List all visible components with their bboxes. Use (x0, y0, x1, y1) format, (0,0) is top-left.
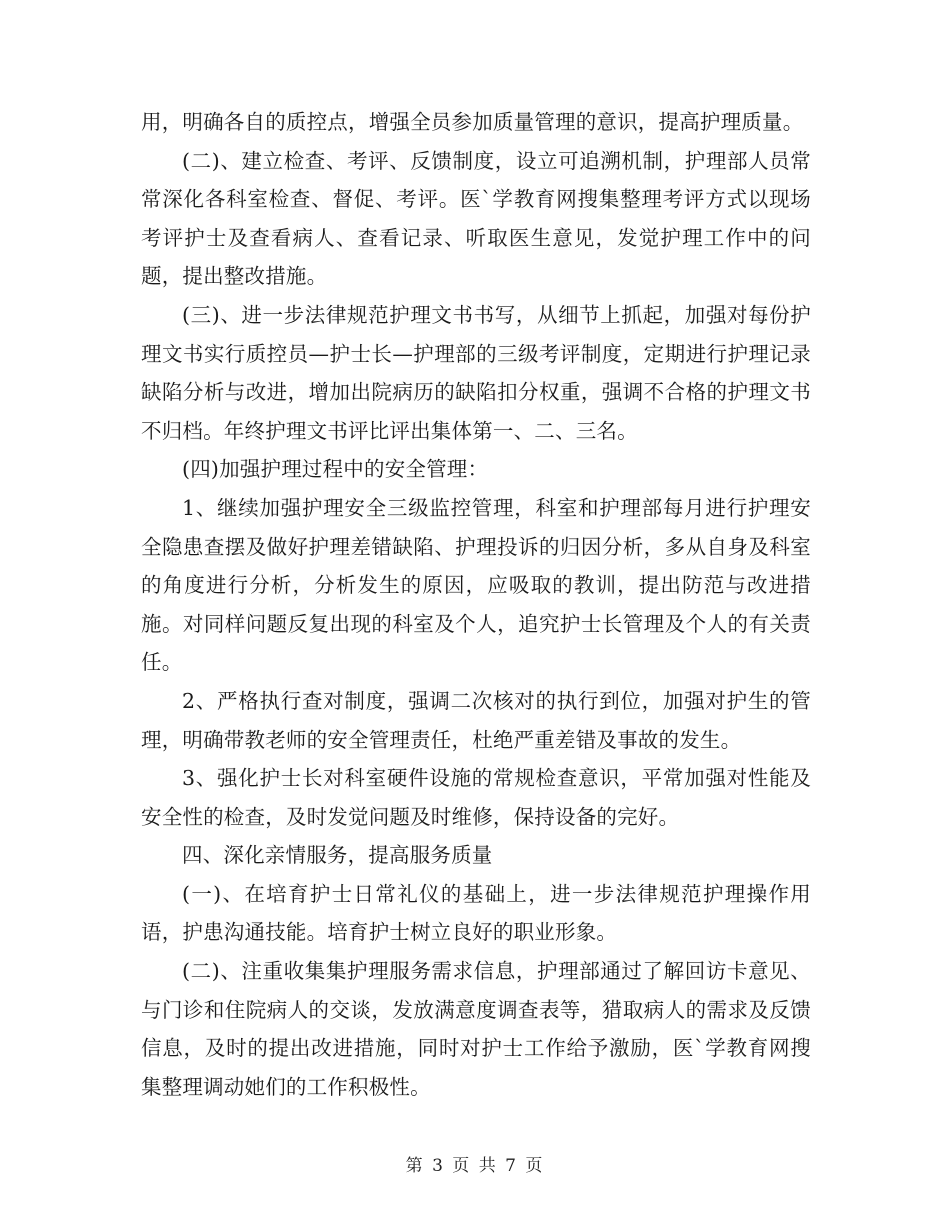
paragraph-10: (二)、注重收集集护理服务需求信息，护理部通过了解回访卡意见、与门诊和住院病人的交谈，发放满意度调查表等，猎取病人的需求及反馈信息，及时的提出改进措施，同时对护士工作给予激励，医`学教育网搜集整理调动她们的工作积极性。 (141, 959, 811, 1099)
document-body (141, 103, 811, 1106)
paragraph-3: (三)、进一步法律规范护理文书书写，从细节上抓起，加强对每份护理文书实行质控员—护士长—护理部的三级考评制度，定期进行护理记录缺陷分析与改进，增加出院病历的缺陷扣分权重，强调不合格的护理文书不归档。年终护理文书评比评出集体第一、二、三名。 (141, 302, 811, 443)
paragraph-6: 2、严格执行查对制度，强调二次核对的执行到位，加强对护生的管理，明确带教老师的安全管理责任，杜绝严重差错及事故的发生。 (141, 688, 811, 752)
page-number-footer: 第 3 页 共 7 页 (405, 1156, 545, 1176)
paragraph-1: 用，明确各自的质控点，增强全员参加质量管理的意识，提高护理质量。 (141, 110, 804, 134)
paragraph-9: (一)、在培育护士日常礼仪的基础上，进一步法律规范护理操作用语，护患沟通技能。培育护士树立良好的职业形象。 (141, 881, 811, 945)
paragraph-5: 1、继续加强护理安全三级监控管理，科室和护理部每月进行护理安全隐患查摆及做好护理差错缺陷、护理投诉的归因分析，多从自身及科室的角度进行分析，分析发生的原因，应吸取的教训，提出防范与改进措施。对同样问题反复出现的科室及个人，追究护士长管理及个人的有关责任。 (141, 495, 811, 675)
section-heading: 四、深化亲情服务，提高服务质量 (182, 843, 493, 868)
paragraph-2: (二)、建立检查、考评、反馈制度，设立可追溯机制，护理部人员常常深化各科室检查、督促、考评。医`学教育网搜集整理考评方式以现场考评护士及查看病人、查看记录、听取医生意见，发觉护理工作中的问题，提出整改措施。 (141, 148, 811, 289)
paragraph-7: 3、强化护士长对科室硬件设施的常规检查意识，平常加强对性能及安全性的检查，及时发觉问题及时维修，保持设备的完好。 (141, 766, 811, 829)
paragraph-4: (四)加强护理过程中的安全管理： (182, 457, 489, 482)
